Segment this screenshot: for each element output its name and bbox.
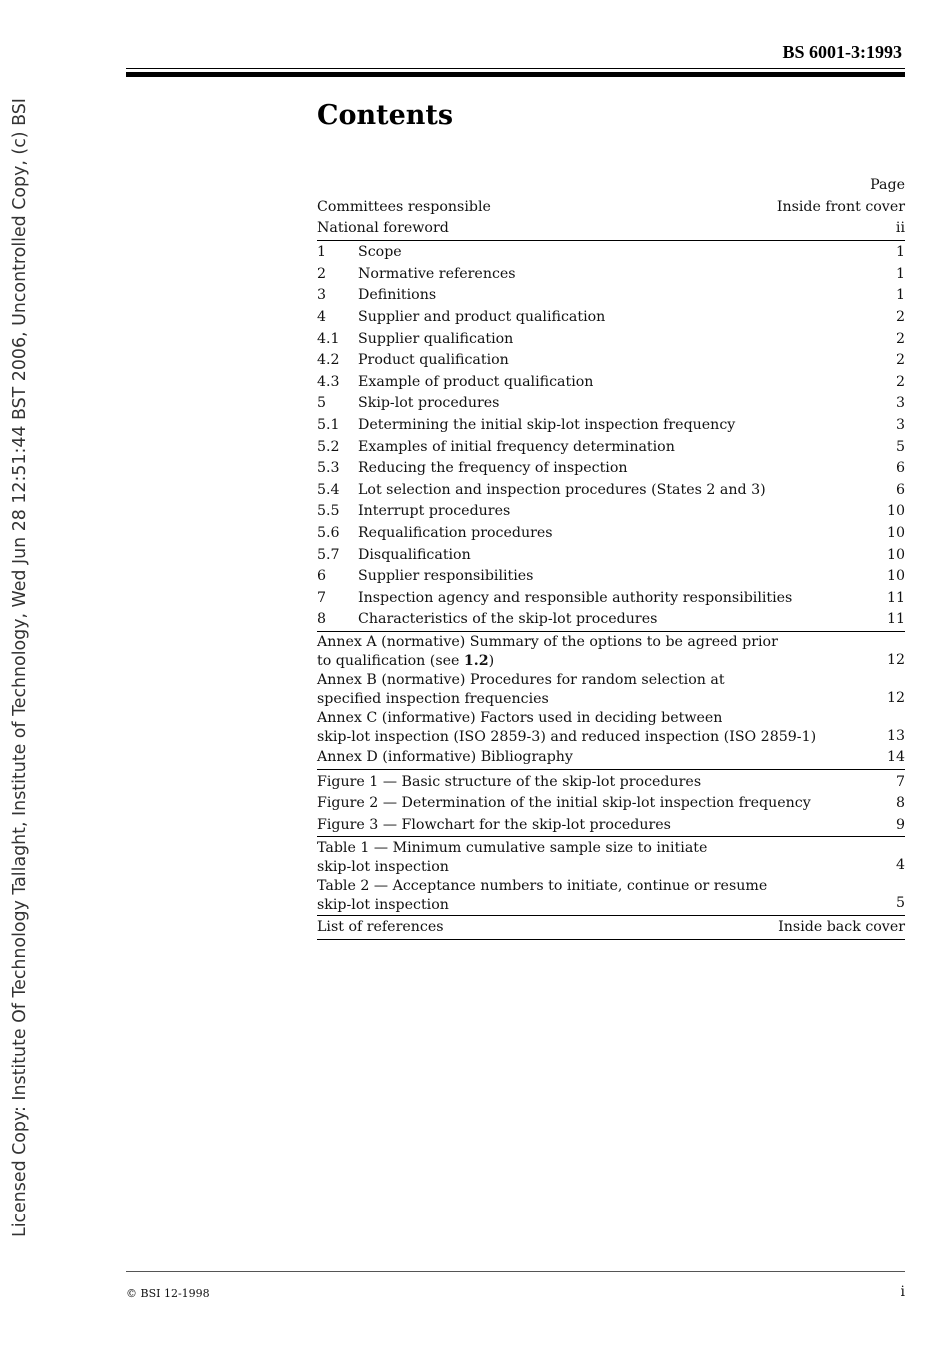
clause-page: 1: [895, 244, 905, 261]
toc-annex-a[interactable]: [317, 631, 905, 672]
clause-title: Supplier and product qualification: [358, 309, 606, 326]
toc-clause-5-2[interactable]: [317, 437, 905, 459]
clause-number: 5.7: [317, 546, 340, 563]
clause-page: 2: [895, 309, 905, 326]
toc-entry-title: National foreword: [317, 220, 449, 237]
toc-clause-5-7[interactable]: [317, 545, 905, 567]
annex-title-line1: Annex D (informative) Bibliography: [317, 749, 573, 766]
toc-figure-2[interactable]: [317, 793, 905, 815]
toc-table-1[interactable]: [317, 836, 905, 877]
annex-title-line1: Annex C (informative) Factors used in deciding between: [317, 710, 723, 727]
toc-clause-6[interactable]: [317, 566, 905, 588]
annex-title-line1: Annex B (normative) Procedures for random selection at: [317, 672, 725, 689]
toc-entry-committees[interactable]: [317, 197, 905, 219]
figure-page: 8: [895, 795, 905, 812]
table-of-contents: [317, 175, 905, 940]
annex-title-line2: skip-lot inspection (ISO 2859-3) and reduced inspection (ISO 2859-1): [317, 729, 817, 746]
clause-number: 5.5: [317, 503, 340, 520]
clause-reference: 1.2: [463, 653, 489, 670]
toc-entry-page: ii: [895, 220, 905, 237]
page-number: i: [900, 1284, 905, 1300]
header-rule-thin: [126, 68, 905, 69]
clause-number: 2: [317, 265, 327, 282]
page-title: Contents: [317, 100, 454, 131]
clause-number: 5.1: [317, 417, 340, 434]
clause-page: 2: [895, 373, 905, 390]
toc-clause-4-2[interactable]: [317, 350, 905, 372]
annex-title-line2: to qualification (see: [317, 653, 464, 670]
toc-entry-page: Inside back cover: [778, 919, 905, 936]
clause-page: 10: [886, 503, 905, 520]
clause-page: 10: [886, 546, 905, 563]
clause-title: Interrupt procedures: [358, 503, 511, 520]
annex-title-line1: Annex A (normative) Summary of the options to be agreed prior: [317, 634, 778, 651]
toc-clause-5-5[interactable]: [317, 501, 905, 523]
clause-number: 5.6: [317, 525, 340, 541]
clause-page: 3: [895, 395, 905, 412]
annex-page: 12: [886, 689, 905, 706]
clause-page: 6: [895, 460, 905, 477]
clause-page: 10: [886, 568, 905, 585]
table-title-line1: Table 2 — Acceptance numbers to initiate, continue or resume: [317, 877, 768, 894]
toc-clause-5-6[interactable]: [317, 523, 905, 545]
clause-title: Lot selection and inspection procedures (States 2 and 3): [358, 481, 766, 498]
footer-rule: [126, 1271, 905, 1272]
clause-number: 1: [317, 244, 327, 261]
clause-title: Supplier responsibilities: [358, 568, 534, 585]
toc-clause-8[interactable]: [317, 609, 905, 631]
table-title-line2: skip-lot inspection: [317, 858, 449, 875]
toc-clause-5[interactable]: [317, 393, 905, 415]
toc-clause-4-1[interactable]: [317, 329, 905, 351]
toc-clause-7[interactable]: [317, 588, 905, 610]
clause-title: Supplier qualification: [358, 330, 514, 347]
clause-title: Inspection agency and responsible authority responsibilities: [358, 589, 793, 606]
toc-clause-3[interactable]: [317, 285, 905, 307]
clause-page: 10: [886, 525, 905, 541]
figure-page: 7: [895, 773, 905, 790]
clause-number: 8: [317, 611, 327, 628]
clause-title: Determining the initial skip-lot inspection frequency: [358, 417, 736, 434]
toc-entry-title: Committees responsible: [317, 198, 491, 215]
clause-title: Scope: [358, 244, 402, 261]
clause-page: 3: [895, 417, 905, 434]
clause-page: 1: [895, 265, 905, 282]
clause-number: 4.2: [317, 352, 340, 369]
toc-annex-d[interactable]: [317, 747, 905, 769]
clause-page: 6: [895, 481, 905, 498]
document-id: BS 6001-3:1993: [782, 42, 902, 62]
figure-title: Figure 2 — Determination of the initial skip-lot inspection frequency: [317, 795, 811, 812]
annex-page: 13: [886, 727, 905, 744]
toc-clause-1[interactable]: [317, 240, 905, 264]
clause-page: 5: [895, 438, 905, 455]
clause-number: 4.1: [317, 330, 340, 347]
header-rule-thick: [126, 72, 905, 77]
figure-title: Figure 3 — Flowchart for the skip-lot procedures: [317, 816, 671, 833]
clause-number: 4.3: [317, 373, 340, 390]
toc-clause-5-4[interactable]: [317, 480, 905, 502]
toc-clause-4-3[interactable]: [317, 372, 905, 394]
clause-title: Skip-lot procedures: [358, 395, 500, 412]
figure-title: Figure 1 — Basic structure of the skip-lot procedures: [317, 773, 702, 790]
clause-title: Normative references: [358, 265, 516, 282]
clause-title: Reducing the frequency of inspection: [358, 460, 628, 477]
clause-number: 6: [317, 568, 327, 585]
toc-annex-c[interactable]: [317, 709, 905, 747]
toc-entry-page: Inside front cover: [776, 198, 905, 215]
toc-clause-4[interactable]: [317, 307, 905, 329]
toc-entry-title: List of references: [317, 919, 444, 936]
toc-list-of-references[interactable]: [317, 915, 905, 940]
table-title-line2: skip-lot inspection: [317, 896, 449, 913]
table-page: 5: [895, 895, 905, 912]
annex-title-line2-end: ): [488, 653, 495, 670]
annex-title-line2: specified inspection frequencies: [317, 691, 549, 708]
clause-title: Definitions: [358, 287, 437, 304]
license-watermark: Licensed Copy: Institute Of Technology Tallaght, Institute of Technology, Wed Jun 28 12:51:44 BST 2006, Uncontrolled Copy, (c) BSI: [10, 98, 30, 1237]
clause-number: 7: [317, 589, 327, 606]
clause-title: Characteristics of the skip-lot procedures: [358, 611, 658, 628]
clause-number: 5.3: [317, 460, 340, 477]
table-page: 4: [895, 857, 905, 874]
figure-page: 9: [895, 816, 905, 833]
toc-clause-5-3[interactable]: [317, 458, 905, 480]
toc-clause-2[interactable]: [317, 264, 905, 286]
toc-figure-1[interactable]: [317, 769, 905, 793]
table-title-line1: Table 1 — Minimum cumulative sample size to initiate: [317, 839, 708, 856]
clause-page: 11: [886, 589, 905, 606]
clause-title: Example of product qualification: [358, 373, 594, 390]
clause-number: 5.4: [317, 481, 340, 498]
copyright-notice: © BSI 12-1998: [126, 1287, 210, 1300]
clause-page: 11: [886, 611, 905, 628]
clause-title: Examples of initial frequency determination: [358, 438, 675, 455]
clause-number: 3: [317, 287, 327, 304]
clause-number: 4: [317, 309, 327, 326]
clause-page: 1: [895, 287, 905, 304]
toc-table-2[interactable]: [317, 877, 905, 915]
annex-page: 12: [886, 651, 905, 668]
toc-annex-b[interactable]: [317, 671, 905, 709]
clause-title: Requalification procedures: [358, 525, 553, 541]
clause-number: 5.2: [317, 438, 340, 455]
toc-clause-5-1[interactable]: [317, 415, 905, 437]
clause-page: 2: [895, 352, 905, 369]
clause-title: Product qualification: [358, 352, 509, 369]
toc-entry-national-foreword[interactable]: [317, 218, 905, 240]
clause-number: 5: [317, 395, 327, 412]
annex-page: 14: [886, 749, 905, 766]
clause-title: Disqualification: [358, 546, 471, 563]
page-column-label: Page: [870, 177, 905, 193]
clause-page: 2: [895, 330, 905, 347]
toc-figure-3[interactable]: [317, 815, 905, 837]
